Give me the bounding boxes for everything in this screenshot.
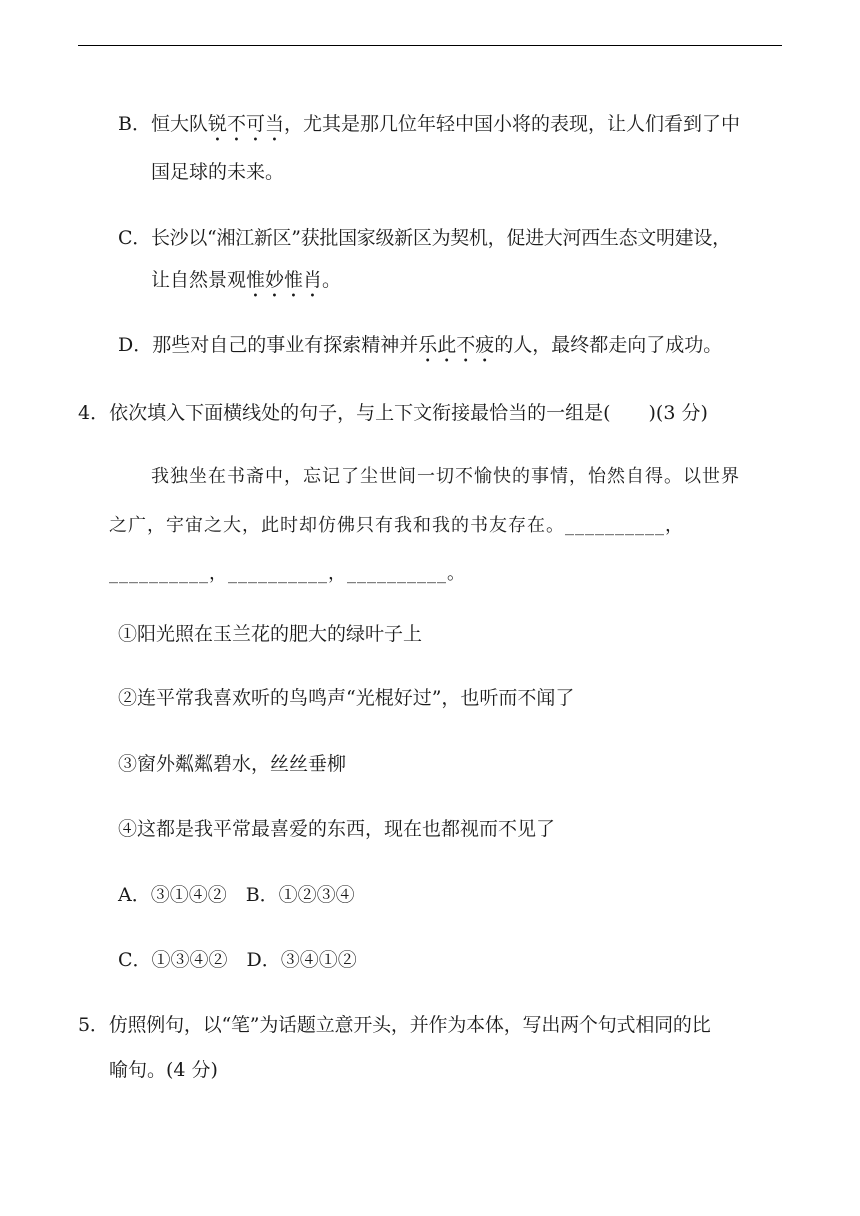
q3-option-c-line1: C．长沙以“湘江新区”获批国家级新区为契机，促进大河西生态文明建设，	[118, 227, 731, 249]
q3-option-b-line2: 国足球的未来。	[151, 161, 285, 183]
q4-options-row-1: A．③①④② B．①②③④	[118, 884, 355, 906]
q3-option-c-pre: 让自然景观	[151, 269, 247, 291]
q3-option-b-pre: B．恒大队	[118, 113, 208, 135]
header-rule	[78, 45, 782, 46]
q3-option-c-post: 。	[322, 269, 342, 291]
q3-option-c-dotted-idiom: 惟妙惟肖	[246, 269, 323, 291]
q4-stem: 4．依次填入下面横线处的句子，与上下文衔接最恰当的一组是( )(3 分)	[78, 402, 708, 424]
q3-option-b-dotted-idiom: 锐不可当	[207, 113, 284, 135]
q3-option-c-line2	[151, 268, 341, 302]
q3-option-d-pre: D．那些对自己的事业有探索精神并	[118, 334, 419, 356]
q4-passage-line3: __________，__________，__________。	[109, 563, 466, 584]
q4-sentence-4: ④这都是我平常最喜爱的东西，现在也都视而不见了	[118, 818, 556, 840]
q4-sentence-1: ①阳光照在玉兰花的肥大的绿叶子上	[118, 623, 423, 645]
q4-options-row-2: C．①③④② D．③④①②	[118, 949, 357, 971]
q4-sentence-2: ②连平常我喜欢听的鸟鸣声“光棍好过”，也听而不闻了	[118, 687, 575, 709]
q3-option-b-line1	[118, 112, 740, 146]
q3-option-b-post: ，尤其是那几位年轻中国小将的表现，让人们看到了中	[283, 113, 740, 135]
q3-option-d-dotted-idiom: 乐此不疲	[418, 334, 495, 356]
q4-sentence-3: ③窗外粼粼碧水，丝丝垂柳	[118, 753, 347, 775]
q3-option-d	[118, 333, 722, 367]
q5-stem-line1: 5．仿照例句，以“笔”为话题立意开头，并作为本体，写出两个句式相同的比	[78, 1014, 711, 1036]
q5-stem-line2: 喻句。(4 分)	[109, 1059, 218, 1081]
q3-option-d-post: 的人，最终都走向了成功。	[494, 334, 723, 356]
q4-passage-line2: 之广，宇宙之大，此时却仿佛只有我和我的书友存在。__________，	[109, 515, 684, 536]
q4-passage-line1: 我独坐在书斋中，忘记了尘世间一切不愉快的事情，怡然自得。以世界	[151, 466, 740, 487]
